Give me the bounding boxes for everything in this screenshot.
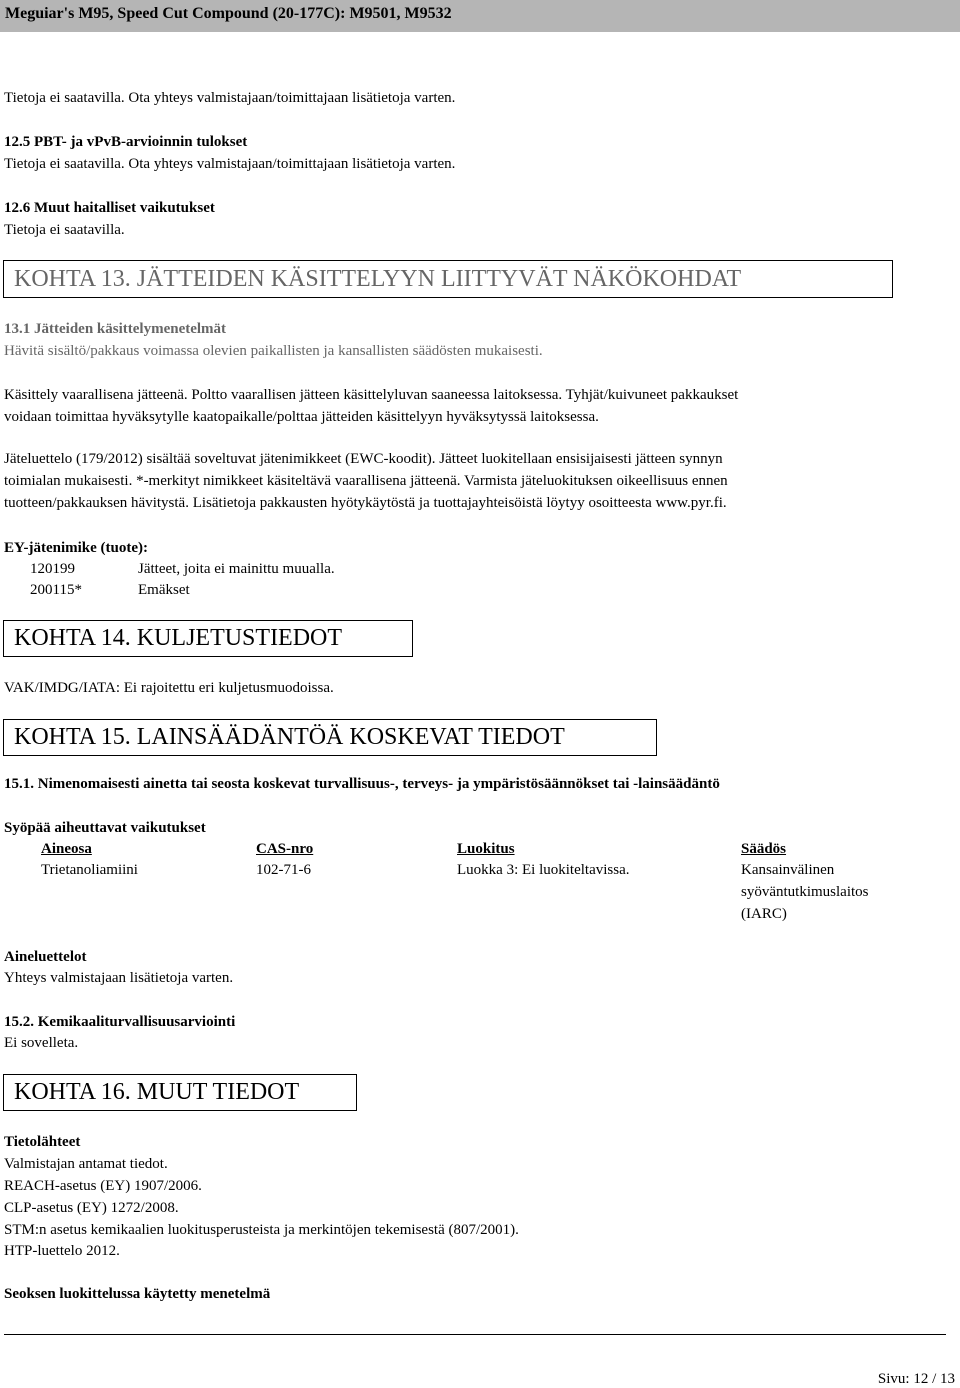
document-header	[0, 0, 960, 32]
section-16-box	[3, 1074, 357, 1111]
cell-aineosa: Trietanoliamiini	[41, 862, 138, 878]
page-number: Sivu: 12 / 13	[877, 1371, 955, 1387]
carcinogen-heading: Syöpää aiheuttavat vaikutukset	[4, 820, 206, 836]
cell-saados-line1: Kansainvälinen	[741, 862, 835, 878]
ewc-code: 120199	[30, 561, 75, 577]
section-15-title: KOHTA 15. LAINSÄÄDÄNTÖÄ KOSKEVAT TIEDOT	[14, 724, 565, 750]
source-item: Valmistajan antamat tiedot.	[4, 1156, 168, 1172]
s14-text: VAK/IMDG/IATA: Ei rajoitettu eri kuljetusmuodoissa.	[4, 680, 334, 696]
s13-text-3c: tuotteen/pakkauksen hävitystä. Lisätietoja pakkausten hyötykäytöstä ja tuottajayhteisöistä löytyy osoitteesta www.pyr.fi.	[4, 495, 727, 511]
s13-text-3b: toimialan mukaisesti. *-merkityt nimikkeet käsiteltävä vaarallisena jätteenä. Varmista jäteluokituksen oikeellisuus ennen	[4, 473, 728, 489]
footer-divider	[4, 1334, 946, 1335]
sources-heading: Tietolähteet	[4, 1134, 81, 1150]
cell-saados-line3: (IARC)	[741, 906, 787, 922]
s13-1-heading: 13.1 Jätteiden käsittelymenetelmät	[4, 321, 227, 337]
source-item: REACH-asetus (EY) 1907/2006.	[4, 1178, 202, 1194]
s15-2-text: Ei sovelleta.	[4, 1035, 79, 1051]
substance-lists-heading: Aineluettelot	[4, 949, 87, 965]
s12-paragraph: Tietoja ei saatavilla. Ota yhteys valmistajaan/toimittajaan lisätietoja varten.	[4, 90, 456, 106]
s15-2-heading: 15.2. Kemikaaliturvallisuusarviointi	[4, 1014, 236, 1030]
s13-text-2b: voidaan toimittaa hyväksytylle kaatopaikalle/polttaa jätteiden käsittelyyn hyväksytyssä laitoksessa.	[4, 409, 599, 425]
s13-text-2a: Käsittely vaarallisena jätteenä. Poltto vaarallisen jätteen käsittelyluvan saaneessa laitoksessa. Tyhjät/kuivuneet pakkaukset	[4, 387, 739, 403]
s12-6-text: Tietoja ei saatavilla.	[4, 222, 125, 238]
method-heading: Seoksen luokittelussa käytetty menetelmä	[4, 1286, 271, 1302]
cell-saados-line2: syöväntutkimuslaitos	[741, 884, 869, 900]
ewc-description: Jätteet, joita ei mainittu muualla.	[138, 561, 335, 577]
s12-5-text: Tietoja ei saatavilla. Ota yhteys valmistajaan/toimittajaan lisätietoja varten.	[4, 156, 456, 172]
s12-5-heading: 12.5 PBT- ja vPvB-arvioinnin tulokset	[4, 134, 248, 150]
s13-1-text: Hävitä sisältö/pakkaus voimassa olevien paikallisten ja kansallisten säädösten mukaisesti.	[4, 343, 543, 359]
section-14-box	[3, 620, 413, 657]
cell-luokitus: Luokka 3: Ei luokiteltavissa.	[457, 862, 630, 878]
s15-1-heading: 15.1. Nimenomaisesti ainetta tai seosta koskevat turvallisuus-, terveys- ja ympäristösäännökset tai -lainsäädäntö	[4, 776, 720, 792]
ewc-heading: EY-jätenimike (tuote):	[4, 540, 149, 556]
source-item: HTP-luettelo 2012.	[4, 1243, 120, 1259]
source-item: STM:n asetus kemikaalien luokitusperusteista ja merkintöjen tekemisestä (807/2001).	[4, 1222, 519, 1238]
ewc-code: 200115*	[30, 582, 82, 598]
section-13-box	[3, 260, 893, 298]
substance-lists-text: Yhteys valmistajaan lisätietoja varten.	[4, 970, 234, 986]
section-15-box	[3, 719, 657, 756]
column-header-aineosa: Aineosa	[41, 841, 92, 857]
column-header-luokitus: Luokitus	[457, 841, 515, 857]
ewc-description: Emäkset	[138, 582, 190, 598]
column-header-cas: CAS-nro	[256, 841, 314, 857]
section-14-title: KOHTA 14. KULJETUSTIEDOT	[14, 625, 343, 651]
cell-cas: 102-71-6	[256, 862, 311, 878]
section-13-title: KOHTA 13. JÄTTEIDEN KÄSITTELYYN LIITTYVÄT NÄKÖKOHDAT	[14, 266, 742, 292]
s12-6-heading: 12.6 Muut haitalliset vaikutukset	[4, 200, 215, 216]
s13-text-3a: Jäteluettelo (179/2012) sisältää soveltuvat jätenimikkeet (EWC-koodit). Jätteet luokitellaan ensisijaisesti jätteen synnyn	[4, 451, 723, 467]
section-16-title: KOHTA 16. MUUT TIEDOT	[14, 1079, 300, 1105]
column-header-saados: Säädös	[741, 841, 787, 857]
document-title: Meguiar's M95, Speed Cut Compound (20-177C): M9501, M9532	[5, 5, 452, 22]
source-item: CLP-asetus (EY) 1272/2008.	[4, 1200, 179, 1216]
